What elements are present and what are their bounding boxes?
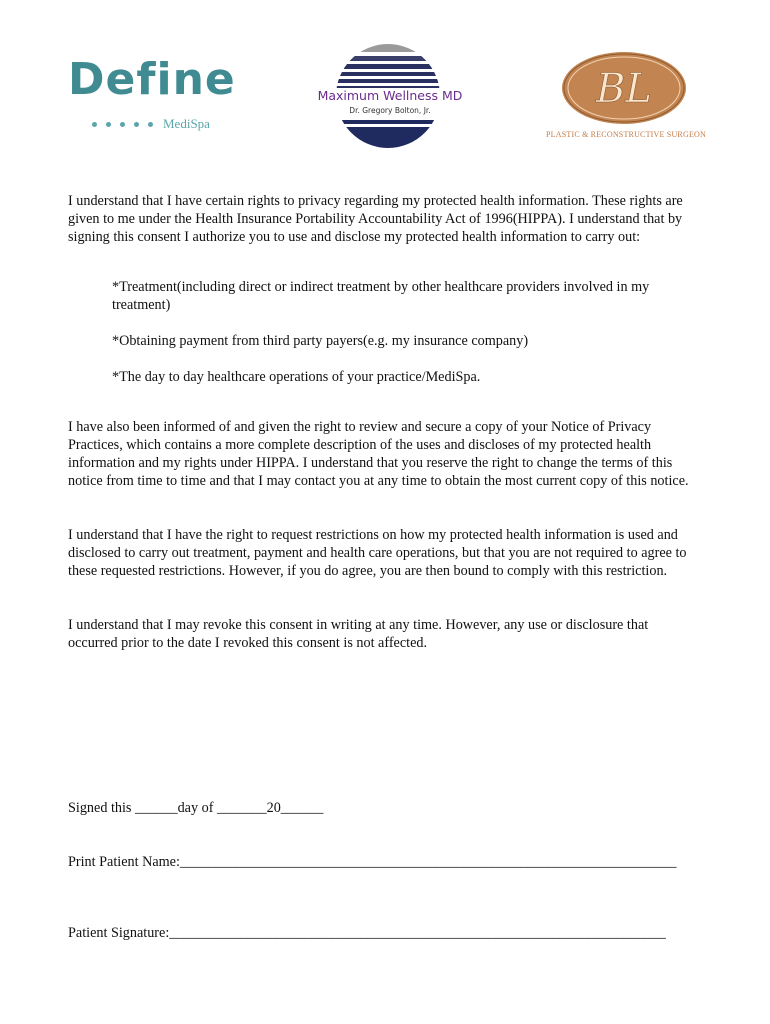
revocation-paragraph: I understand that I may revoke this consent in writing at any time. However, any use or disclosure that occurred prior to the date I revoked this consent is not affected.: [68, 617, 649, 651]
maximum-wellness-logo: [310, 44, 470, 152]
logo-dot-icon: [134, 122, 139, 127]
bl-caption: PLASTIC & RECONSTRUCTIVE SURGEON: [546, 130, 706, 139]
define-logo-medispa: MediSpa: [163, 116, 210, 131]
logo-dot-icon: [92, 122, 97, 127]
maximum-wellness-doctor: Dr. Gregory Bolton, Jr.: [349, 106, 431, 115]
restrictions-paragraph: I understand that I have the right to request restrictions on how my protected health information is used and disclosed to carry out treatment, payment and health care operations, but that you are not required to agree to these requested restrictions. However, if you do agree, you are then bound to comply with this restriction.: [68, 527, 687, 579]
logo-dot-icon: [106, 122, 111, 127]
privacy-rights-paragraph: I understand that I have certain rights to privacy regarding my protected health information. These rights are given to me under the Health Insurance Portability Accountability Act of 1996(HIPPA). I understand that by signing this consent I authorize you to use and disclose my protected health information to carry out:: [68, 193, 683, 245]
bullet-treatment: *Treatment(including direct or indirect treatment by other healthcare providers involved in my treatment): [112, 279, 650, 313]
notice-of-privacy-paragraph: I have also been informed of and given the right to review and secure a copy of your Notice of Privacy Practices, which contains a more complete description of the uses and discloses of my protected health information and my rights under HIPPA. I understand that you reserve the right to change the terms of this notice from time to time and that I may contact you at any time to obtain the most current copy of this notice.: [68, 419, 689, 489]
maximum-wellness-name: Maximum Wellness MD: [317, 88, 463, 103]
consent-body: [68, 192, 698, 652]
bullet-operations: *The day to day healthcare operations of your practice/MediSpa.: [112, 369, 481, 385]
bl-monogram-emblem-icon: [540, 50, 705, 130]
letterhead: [0, 0, 770, 170]
bl-monogram-text: BL: [596, 66, 652, 112]
logo-dot-icon: [148, 122, 153, 127]
bullet-payment: *Obtaining payment from third party payers(e.g. my insurance company): [112, 333, 529, 349]
define-medispa-logo: [68, 56, 248, 132]
print-patient-name-line[interactable]: Print Patient Name:______________________________________________________________________: [68, 854, 677, 870]
define-logo-subline: [68, 116, 248, 132]
bl-surgeon-logo: [540, 50, 705, 150]
signed-date-line[interactable]: Signed this ______day of _______20______: [68, 800, 324, 816]
logo-dot-icon: [120, 122, 125, 127]
patient-signature-line[interactable]: Patient Signature:______________________________________________________________________: [68, 925, 666, 941]
define-logo-word: Define: [68, 54, 236, 105]
